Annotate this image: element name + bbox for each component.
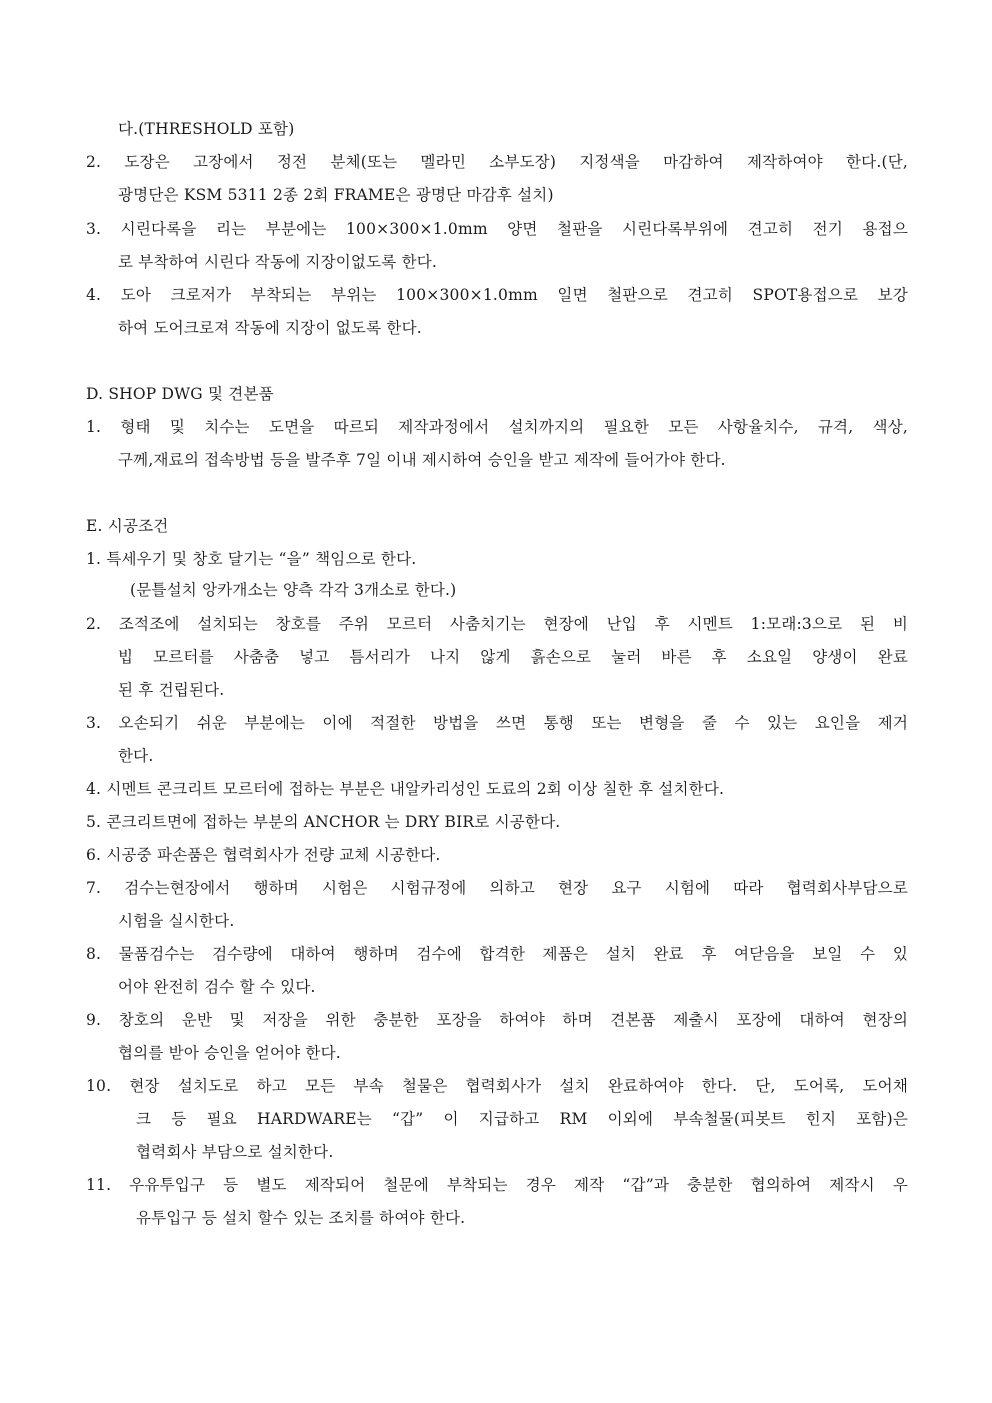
item-e2-line3: 된 후 건립된다.: [118, 681, 225, 699]
item-e5-line1: 5. 콘크리트면에 접하는 부분의 ANCHOR 는 DRY BIR로 시공한다.: [86, 813, 561, 831]
item-c2-line1: 2. 도장은 고장에서 정전 분체(또는 멜라민 소부도장) 지정색을 마감하여 제작하여야 한다.(단,: [86, 153, 908, 171]
section-d-heading: D. SHOP DWG 및 견본품: [86, 385, 274, 403]
item-e2-line2: 빕 모르터를 사춤춤 넣고 틈서리가 나지 않게 흙손으로 눌러 바른 후 소요일 양생이 완료: [118, 648, 908, 666]
item-d1-line2: 구께,재료의 접속방법 등을 발주후 7일 이내 제시하여 승인을 받고 제작에 들어가야 한다.: [118, 451, 726, 469]
item-e9-line1: 9. 창호의 운반 및 저장을 위한 충분한 포장을 하여야 하며 견본품 제출시 포장에 대하여 현장의: [86, 1011, 908, 1029]
item-e7-line2: 시험을 실시한다.: [118, 912, 235, 930]
item-e11-line2: 유투입구 등 설치 할수 있는 조치를 하여야 한다.: [136, 1209, 466, 1227]
item-e10-line1: 10. 현장 설치도로 하고 모든 부속 철물은 협력회사가 설치 완료하여야 한다. 단, 도어록, 도어채: [86, 1077, 908, 1095]
section-e-heading: E. 시공조건: [86, 517, 169, 535]
item-e10-line2: 크 등 필요 HARDWARE는 “갑” 이 지급하고 RM 이외에 부속철물(피봇트 힌지 포함)은: [136, 1110, 908, 1128]
item-e3-line1: 3. 오손되기 쉬운 부분에는 이에 적절한 방법을 쓰면 통행 또는 변형을 줄 수 있는 요인을 제거: [86, 714, 908, 732]
item-e2-line1: 2. 조적조에 설치되는 창호를 주위 모르터 사춤치기는 현장에 난입 후 시멘트 1:모래:3으로 된 비: [86, 615, 908, 633]
item-e11-line1: 11. 우유투입구 등 별도 제작되어 철문에 부착되는 경우 제작 “갑”과 충분한 협의하여 제작시 우: [86, 1176, 908, 1194]
item-e9-line2: 협의를 받아 승인을 얻어야 한다.: [118, 1044, 341, 1062]
item-e4-line1: 4. 시멘트 콘크리트 모르터에 접하는 부분은 내알카리성인 도료의 2회 이상 칠한 후 설치한다.: [86, 780, 725, 798]
item-e7-line1: 7. 검수는현장에서 행하며 시험은 시험규정에 의하고 현장 요구 시험에 따라 협력회사부담으로: [86, 879, 908, 897]
item-e1-line2: (문틀설치 앙카개소는 양측 각각 3개소로 한다.): [130, 581, 457, 599]
item-d1-line1: 1. 형태 및 치수는 도면을 따르되 제작과정에서 설치까지의 필요한 모든 사항율치수, 규격, 색상,: [86, 418, 908, 436]
item-e1-line1: 1. 특세우기 및 창호 달기는 “을” 책임으로 한다.: [86, 550, 417, 568]
item-c3-line2: 로 부착하여 시린다 작동에 지장이없도록 한다.: [118, 253, 438, 271]
item-c3-line1: 3. 시린다록을 리는 부분에는 100×300×1.0mm 양면 철판을 시린다록부위에 견고히 전기 용접으: [86, 220, 908, 238]
item-e3-line2: 한다.: [118, 747, 154, 765]
item-c4-line1: 4. 도아 크로저가 부착되는 부위는 100×300×1.0mm 일면 철판으로 견고히 SPOT용접으로 보강: [86, 286, 908, 304]
item-c4-line2: 하여 도어크로져 작동에 지장이 없도록 한다.: [118, 319, 422, 337]
item-e10-line3: 협력회사 부담으로 설치한다.: [136, 1143, 334, 1161]
item-c2-line2: 광명단은 KSM 5311 2종 2회 FRAME은 광명단 마감후 설치): [118, 186, 554, 204]
item-e8-line1: 8. 물품검수는 검수량에 대하여 행하며 검수에 합격한 제품은 설치 완료 후 여닫음을 보일 수 있: [86, 945, 908, 963]
item-e8-line2: 어야 완전히 검수 할 수 있다.: [118, 978, 316, 996]
item-e6-line1: 6. 시공중 파손품은 협력회사가 전량 교체 시공한다.: [86, 846, 441, 864]
continuation-line: 다.(THRESHOLD 포함): [118, 120, 295, 138]
